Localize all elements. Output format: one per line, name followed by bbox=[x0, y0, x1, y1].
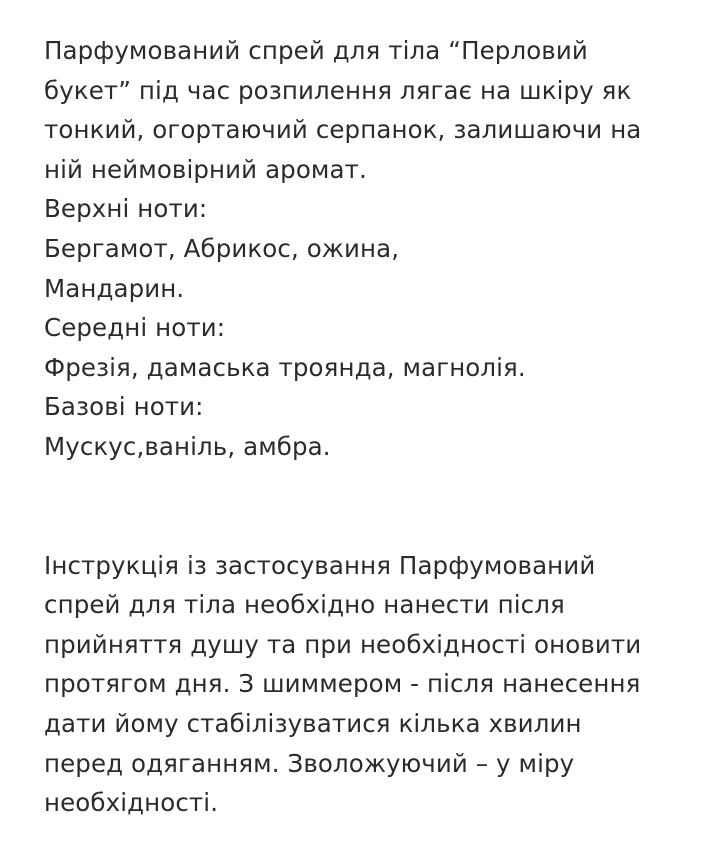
instructions-line: Інструкція із застосування Парфумований bbox=[44, 550, 596, 580]
product-text bbox=[44, 31, 684, 823]
middle-notes-heading: Середні ноти: bbox=[44, 313, 226, 343]
instructions-line: необхідності. bbox=[44, 788, 219, 818]
description-line: Парфумований спрей для тіла “Перловий bbox=[44, 36, 588, 65]
instructions-line: спрей для тіла необхідно нанести після bbox=[44, 590, 565, 620]
description-paragraph bbox=[44, 31, 684, 467]
instructions-line: перед одяганням. Зволожуючий – у міру bbox=[44, 748, 575, 778]
middle-notes-list: Фрезія, дамаська троянда, магнолія. bbox=[44, 352, 526, 382]
instructions-paragraph bbox=[44, 546, 684, 823]
description-line: ній неймовірний аромат. bbox=[44, 154, 367, 184]
instructions-line: прийняття душу та при необхідності оновити bbox=[44, 629, 642, 659]
top-notes-heading: Верхні ноти: bbox=[44, 194, 208, 224]
base-notes-heading: Базові ноти: bbox=[44, 392, 204, 422]
instructions-line: протягом дня. З шиммером - після нанесення bbox=[44, 669, 641, 699]
top-notes-list: Мандарин. bbox=[44, 273, 185, 303]
top-notes-list: Бергамот, Абрикос, ожина, bbox=[44, 233, 400, 263]
description-line: тонкий, огортаючий серпанок, залишаючи на bbox=[44, 115, 642, 145]
description-line: букет” під час розпилення лягає на шкіру як bbox=[44, 75, 632, 105]
instructions-line: дати йому стабілізуватися кілька хвилин bbox=[44, 708, 582, 738]
base-notes-list: Мускус,ваніль, амбра. bbox=[44, 431, 331, 461]
paragraph-spacer bbox=[44, 467, 684, 546]
